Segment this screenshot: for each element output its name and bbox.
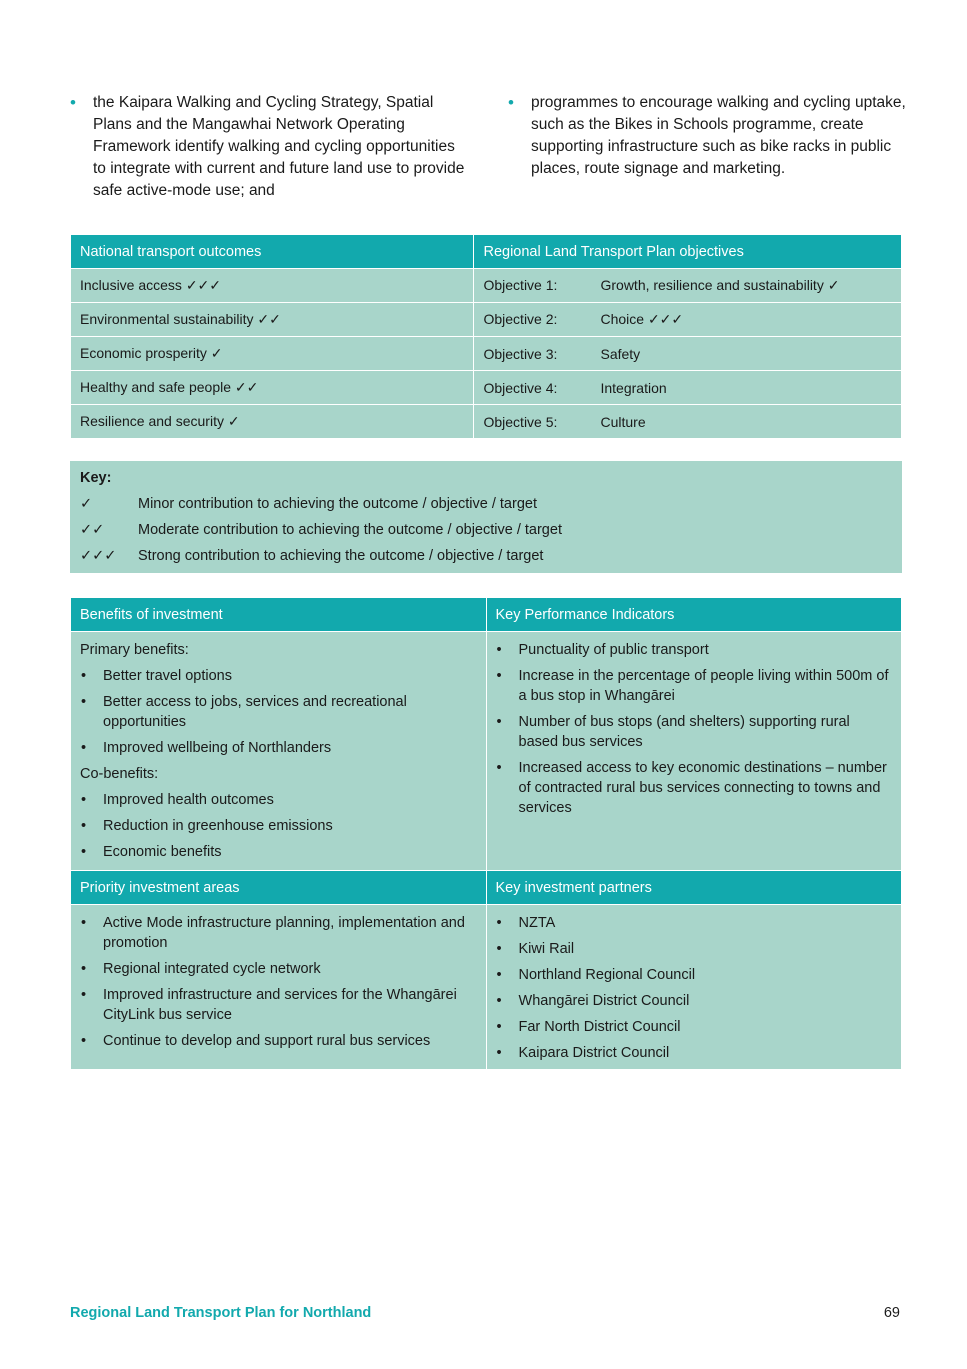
- bullet-icon: •: [496, 1045, 502, 1061]
- key-legend: [70, 461, 902, 573]
- bullet-icon: •: [496, 993, 502, 1009]
- objective-cell: [474, 303, 902, 337]
- list-item: [80, 913, 477, 953]
- outcome-cell: Resilience and security ✓: [71, 405, 474, 439]
- outcome-cell: Inclusive access ✓✓✓: [71, 269, 474, 303]
- bullet-icon: •: [81, 792, 87, 808]
- list-item-text: Increase in the percentage of people living within 500m of a bus stop in Whangārei: [518, 668, 889, 704]
- list-item: [80, 692, 477, 732]
- list-item: [80, 816, 477, 836]
- bullet-icon: •: [81, 668, 87, 684]
- bullet-icon: •: [496, 1019, 502, 1035]
- list-item: [496, 913, 892, 933]
- bullet-icon: •: [81, 915, 87, 931]
- objective-number: Objective 2:: [483, 311, 558, 327]
- list-item: [496, 640, 892, 660]
- list-item: [496, 758, 892, 818]
- rltp-objectives-header: Regional Land Transport Plan objectives: [474, 235, 902, 269]
- bullet-icon: •: [496, 967, 502, 983]
- list-item-text: Number of bus stops (and shelters) supporting rural based bus services: [518, 714, 850, 750]
- list-item-text: Improved wellbeing of Northlanders: [103, 740, 332, 756]
- list-item: [80, 1031, 477, 1051]
- list-item-text: Whangārei District Council: [518, 993, 690, 1009]
- bullet-icon: •: [496, 714, 502, 730]
- list-item: [496, 712, 892, 752]
- partners-cell: [486, 905, 901, 1070]
- partners-header: Key investment partners: [486, 871, 901, 905]
- check-icon: ✓: [80, 496, 93, 512]
- bullet-icon: •: [81, 740, 87, 756]
- list-item: [496, 991, 892, 1011]
- objective-cell: [474, 405, 902, 439]
- bullet-icon: •: [70, 93, 76, 112]
- list-item: [80, 738, 477, 758]
- list-item-text: Punctuality of public transport: [518, 642, 709, 658]
- list-item: [80, 985, 477, 1025]
- list-item: [496, 1017, 892, 1037]
- outcomes-objectives-table: [70, 234, 902, 439]
- list-item-text: Far North District Council: [518, 1019, 681, 1035]
- benefits-header: Benefits of investment: [71, 598, 487, 632]
- list-item: [80, 842, 477, 862]
- key-item: [80, 522, 562, 538]
- table-row: [71, 269, 902, 303]
- bullet-icon: •: [81, 987, 87, 1003]
- table-row: [71, 303, 902, 337]
- outcome-cell: Healthy and safe people ✓✓: [71, 371, 474, 405]
- objective-number: Objective 3:: [483, 345, 558, 362]
- outcome-cell: Economic prosperity ✓: [71, 337, 474, 371]
- objective-text: Growth, resilience and sustainability ✓: [600, 277, 840, 293]
- key-item-text: Moderate contribution to achieving the outcome / objective / target: [138, 522, 562, 538]
- list-item: [496, 939, 892, 959]
- objective-cell: [474, 269, 902, 303]
- bullet-icon: •: [496, 760, 502, 776]
- bullet-icon: •: [81, 961, 87, 977]
- objective-cell: [474, 337, 902, 371]
- kpi-header: Key Performance Indicators: [486, 598, 901, 632]
- bullet-icon: •: [496, 941, 502, 957]
- bullet-icon: •: [496, 668, 502, 684]
- list-item-text: Improved infrastructure and services for the Whangārei CityLink bus service: [103, 987, 457, 1023]
- list-item: [80, 790, 477, 810]
- priority-header: Priority investment areas: [71, 871, 487, 905]
- objective-number: Objective 5:: [483, 413, 558, 430]
- investment-table: [70, 597, 902, 1070]
- check-icon: ✓✓✓: [80, 548, 117, 564]
- list-item-text: NZTA: [518, 915, 556, 931]
- footer-title: Regional Land Transport Plan for Northland: [70, 1305, 372, 1321]
- objective-cell: [474, 371, 902, 405]
- objective-text: Integration: [600, 379, 667, 396]
- priority-cell: [71, 905, 487, 1070]
- list-item: [496, 666, 892, 706]
- kpi-cell: [486, 632, 901, 871]
- list-item-text: Northland Regional Council: [518, 967, 696, 983]
- bullet-icon: •: [81, 1033, 87, 1049]
- key-item: [80, 548, 543, 564]
- objective-text: Choice ✓✓✓: [600, 311, 684, 327]
- check-icon: ✓✓: [80, 522, 105, 538]
- list-item-text: Better travel options: [103, 668, 232, 684]
- bullet-icon: •: [81, 694, 87, 710]
- primary-benefits-label: Primary benefits:: [80, 642, 189, 658]
- objective-number: Objective 1:: [483, 277, 558, 293]
- list-item: [496, 1043, 892, 1063]
- list-item-text: Improved health outcomes: [103, 792, 274, 808]
- list-item-text: Regional integrated cycle network: [103, 961, 321, 977]
- benefits-cell: [71, 632, 487, 871]
- list-item-text: Continue to develop and support rural bus services: [103, 1033, 431, 1049]
- key-item-text: Minor contribution to achieving the outcome / objective / target: [138, 496, 537, 512]
- table-row: [71, 371, 902, 405]
- list-item: [80, 666, 477, 686]
- bullet-icon: •: [496, 642, 502, 658]
- bullet-icon: •: [496, 915, 502, 931]
- objective-text: Safety: [600, 345, 641, 362]
- list-item-text: Kaipara District Council: [518, 1045, 670, 1061]
- list-item-text: Reduction in greenhouse emissions: [103, 818, 333, 834]
- objective-text: Culture: [600, 413, 646, 430]
- intro-right-column: [508, 92, 908, 180]
- list-item: [496, 965, 892, 985]
- national-outcomes-header: National transport outcomes: [71, 235, 474, 269]
- list-item: [80, 959, 477, 979]
- key-item: [80, 496, 537, 512]
- intro-bullet-text: programmes to encourage walking and cycling uptake, such as the Bikes in Schools programme, create supporting infrastructure such as bike racks in public places, route signage and marketing.: [531, 94, 906, 177]
- bullet-icon: •: [81, 818, 87, 834]
- key-item-text: Strong contribution to achieving the outcome / objective / target: [138, 548, 544, 564]
- intro-left-column: [70, 92, 470, 202]
- list-item-text: Better access to jobs, services and recreational opportunities: [103, 694, 407, 730]
- list-item-text: Increased access to key economic destinations – number of contracted rural bus services connecting to towns and services: [518, 760, 887, 816]
- intro-bullet: [508, 92, 908, 180]
- bullet-icon: •: [508, 93, 514, 112]
- intro-bullet-text: the Kaipara Walking and Cycling Strategy, Spatial Plans and the Mangawhai Network Operating Framework identify walking and cycling opportunities to integrate with current and future land use to provide safe active-mode use; and: [93, 94, 465, 199]
- page-number: 69: [883, 1305, 900, 1321]
- key-title: Key:: [80, 470, 112, 486]
- list-item-text: Active Mode infrastructure planning, implementation and promotion: [103, 915, 465, 951]
- objective-number: Objective 4:: [483, 379, 558, 396]
- table-row: [71, 337, 902, 371]
- table-row: [71, 405, 902, 439]
- list-item-text: Kiwi Rail: [518, 941, 575, 957]
- list-item-text: Economic benefits: [103, 844, 222, 860]
- outcome-cell: Environmental sustainability ✓✓: [71, 303, 474, 337]
- co-benefits-label: Co-benefits:: [80, 766, 159, 782]
- intro-bullet: [70, 92, 470, 202]
- bullet-icon: •: [81, 844, 87, 860]
